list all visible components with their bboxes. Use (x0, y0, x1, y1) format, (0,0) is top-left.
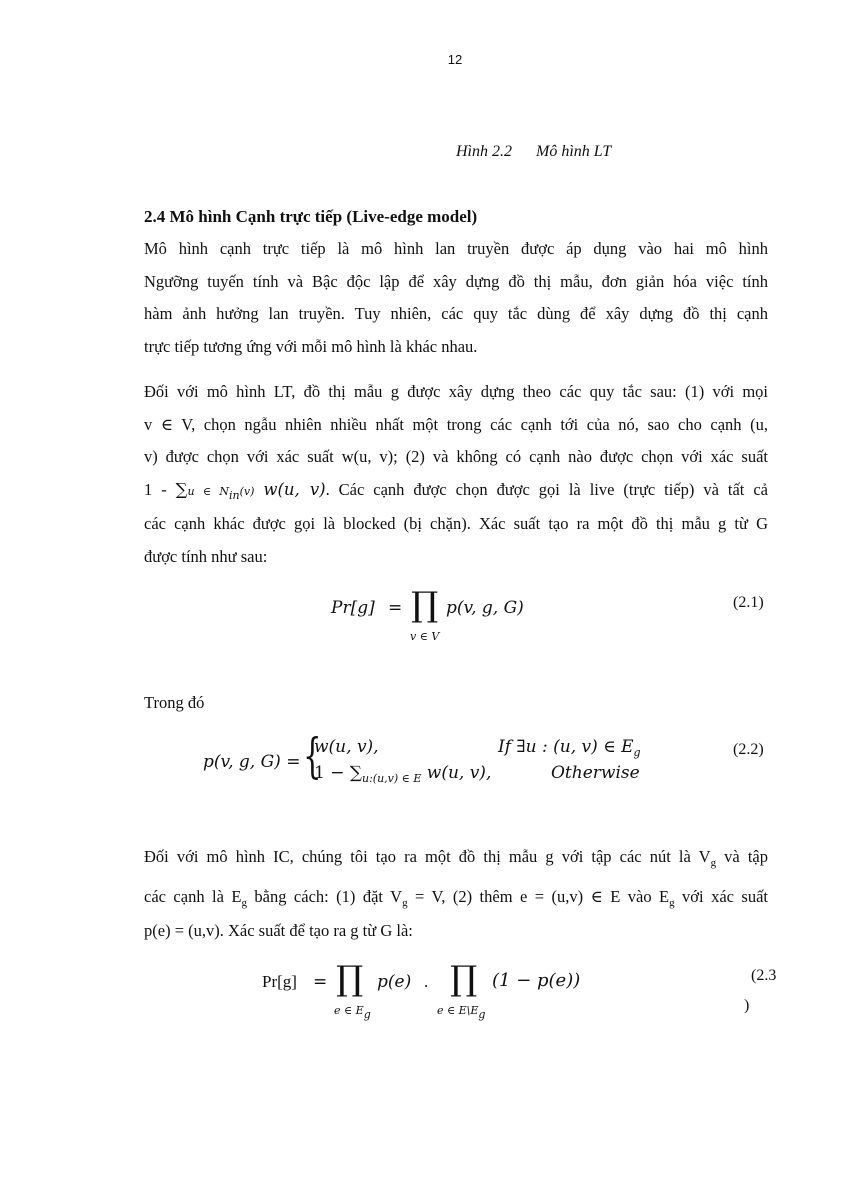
left-brace: { (303, 728, 322, 784)
text-line-with-sum: 1 - ∑u ∈ Nin(v) w(u, v). Các cạnh được chọn được gọi là live (trực tiếp) và tất cả (144, 479, 768, 502)
eq1-lhs: Pr[g] (331, 598, 375, 618)
page-number: 12 (447, 52, 463, 67)
eq3-term2: (1 − p(e)) (492, 970, 581, 991)
text-line: v) được chọn với xác suất w(u, v); (2) và không có cạnh nào được chọn với xác suất (144, 447, 768, 466)
eq1-under: v ∈ V (410, 630, 440, 643)
text-line: các cạnh là $E_g$ bằng cách: (1) đặt $V_g = V$, (2) thêm e = (u,v) ∈ E vào $E_g$ với xác suất (144, 886, 768, 909)
text-line: p(e) = (u,v). Xác suất để tạo ra g từ G là: (144, 921, 413, 940)
eq3-dot: . (424, 972, 429, 991)
sum-term: w(u, v) (263, 479, 326, 499)
text-line: trực tiếp tương ứng với mỗi mô hình là khác nhau. (144, 336, 478, 356)
figure-label: Hình 2.2 (456, 143, 512, 160)
text-line: Đối với mô hình IC, chúng tôi tạo ra một đồ thị mẫu g với tập các nút là $V_g$ và tập (144, 847, 768, 869)
text-line: Ngưỡng tuyến tính và Bậc độc lập để xây dựng đồ thị mẫu, đơn giản hóa việc tính (144, 271, 768, 291)
paragraph-ic-rules (144, 841, 768, 948)
figure-title: Mô hình LT (536, 143, 612, 160)
eq3-under1: e ∈ Eg (334, 1004, 371, 1021)
eq2-case1: w(u, v), (314, 737, 379, 757)
eq2-lhs: p(v, g, G) = (203, 752, 301, 772)
equation-number-part1: (2.3 (751, 967, 777, 984)
text-line: các cạnh khác được gọi là blocked (bị chặn). Xác suất tạo ra một đồ thị mẫu g từ G (144, 514, 768, 533)
eq2-cond1: If ∃u : (u, v) ∈ $E_g$ (498, 737, 641, 759)
product-symbol: ∏ (450, 959, 478, 999)
sum-subscript: u ∈ Nin(v) (187, 484, 255, 502)
text-line: v ∈ V, chọn ngẫu nhiên nhiều nhất một trong các cạnh tới của nó, sao cho cạnh (u, (144, 414, 768, 434)
eq3-under2: e ∈ E\Eg (437, 1004, 486, 1021)
equation-number: (2.1) (733, 594, 764, 611)
equation-number: (2.2) (733, 741, 764, 758)
product-symbol: ∏ (336, 959, 364, 999)
text-line: Đối với mô hình LT, đồ thị mẫu g được xây dựng theo các quy tắc sau: (1) với mọi (144, 382, 768, 401)
sum-symbol: ∑ (175, 479, 188, 499)
trong-do-label: Trong đó (144, 693, 205, 712)
product-symbol: ∏ (411, 585, 439, 625)
eq3-lhs: Pr[g] (262, 972, 297, 991)
eq3-term1: p(e) (377, 972, 412, 992)
figure-caption (456, 143, 611, 161)
eq3-equals: = (313, 972, 328, 992)
eq1-equals: = (388, 598, 403, 618)
text-line: được tính như sau: (144, 546, 268, 566)
equation-number-part2: ) (744, 997, 750, 1014)
text-line: hàm ảnh hưởng lan truyền. Tuy nhiên, các quy tắc dùng để xây dựng đồ thị cạnh (144, 304, 768, 323)
eq1-rhs: p(v, g, G) (446, 598, 524, 618)
section-heading: 2.4 Mô hình Cạnh trực tiếp (Live-edge model) (144, 207, 478, 226)
paragraph-live-edge-intro (144, 233, 768, 363)
eq2-case2: $1 - \sum_{u:(u,v) \in E}$ w(u, v), (314, 763, 492, 785)
eq2-cond2: Otherwise (551, 763, 640, 783)
text-line: Mô hình cạnh trực tiếp là mô hình lan truyền được áp dụng vào hai mô hình (144, 239, 768, 258)
paragraph-lt-rules (144, 376, 768, 573)
